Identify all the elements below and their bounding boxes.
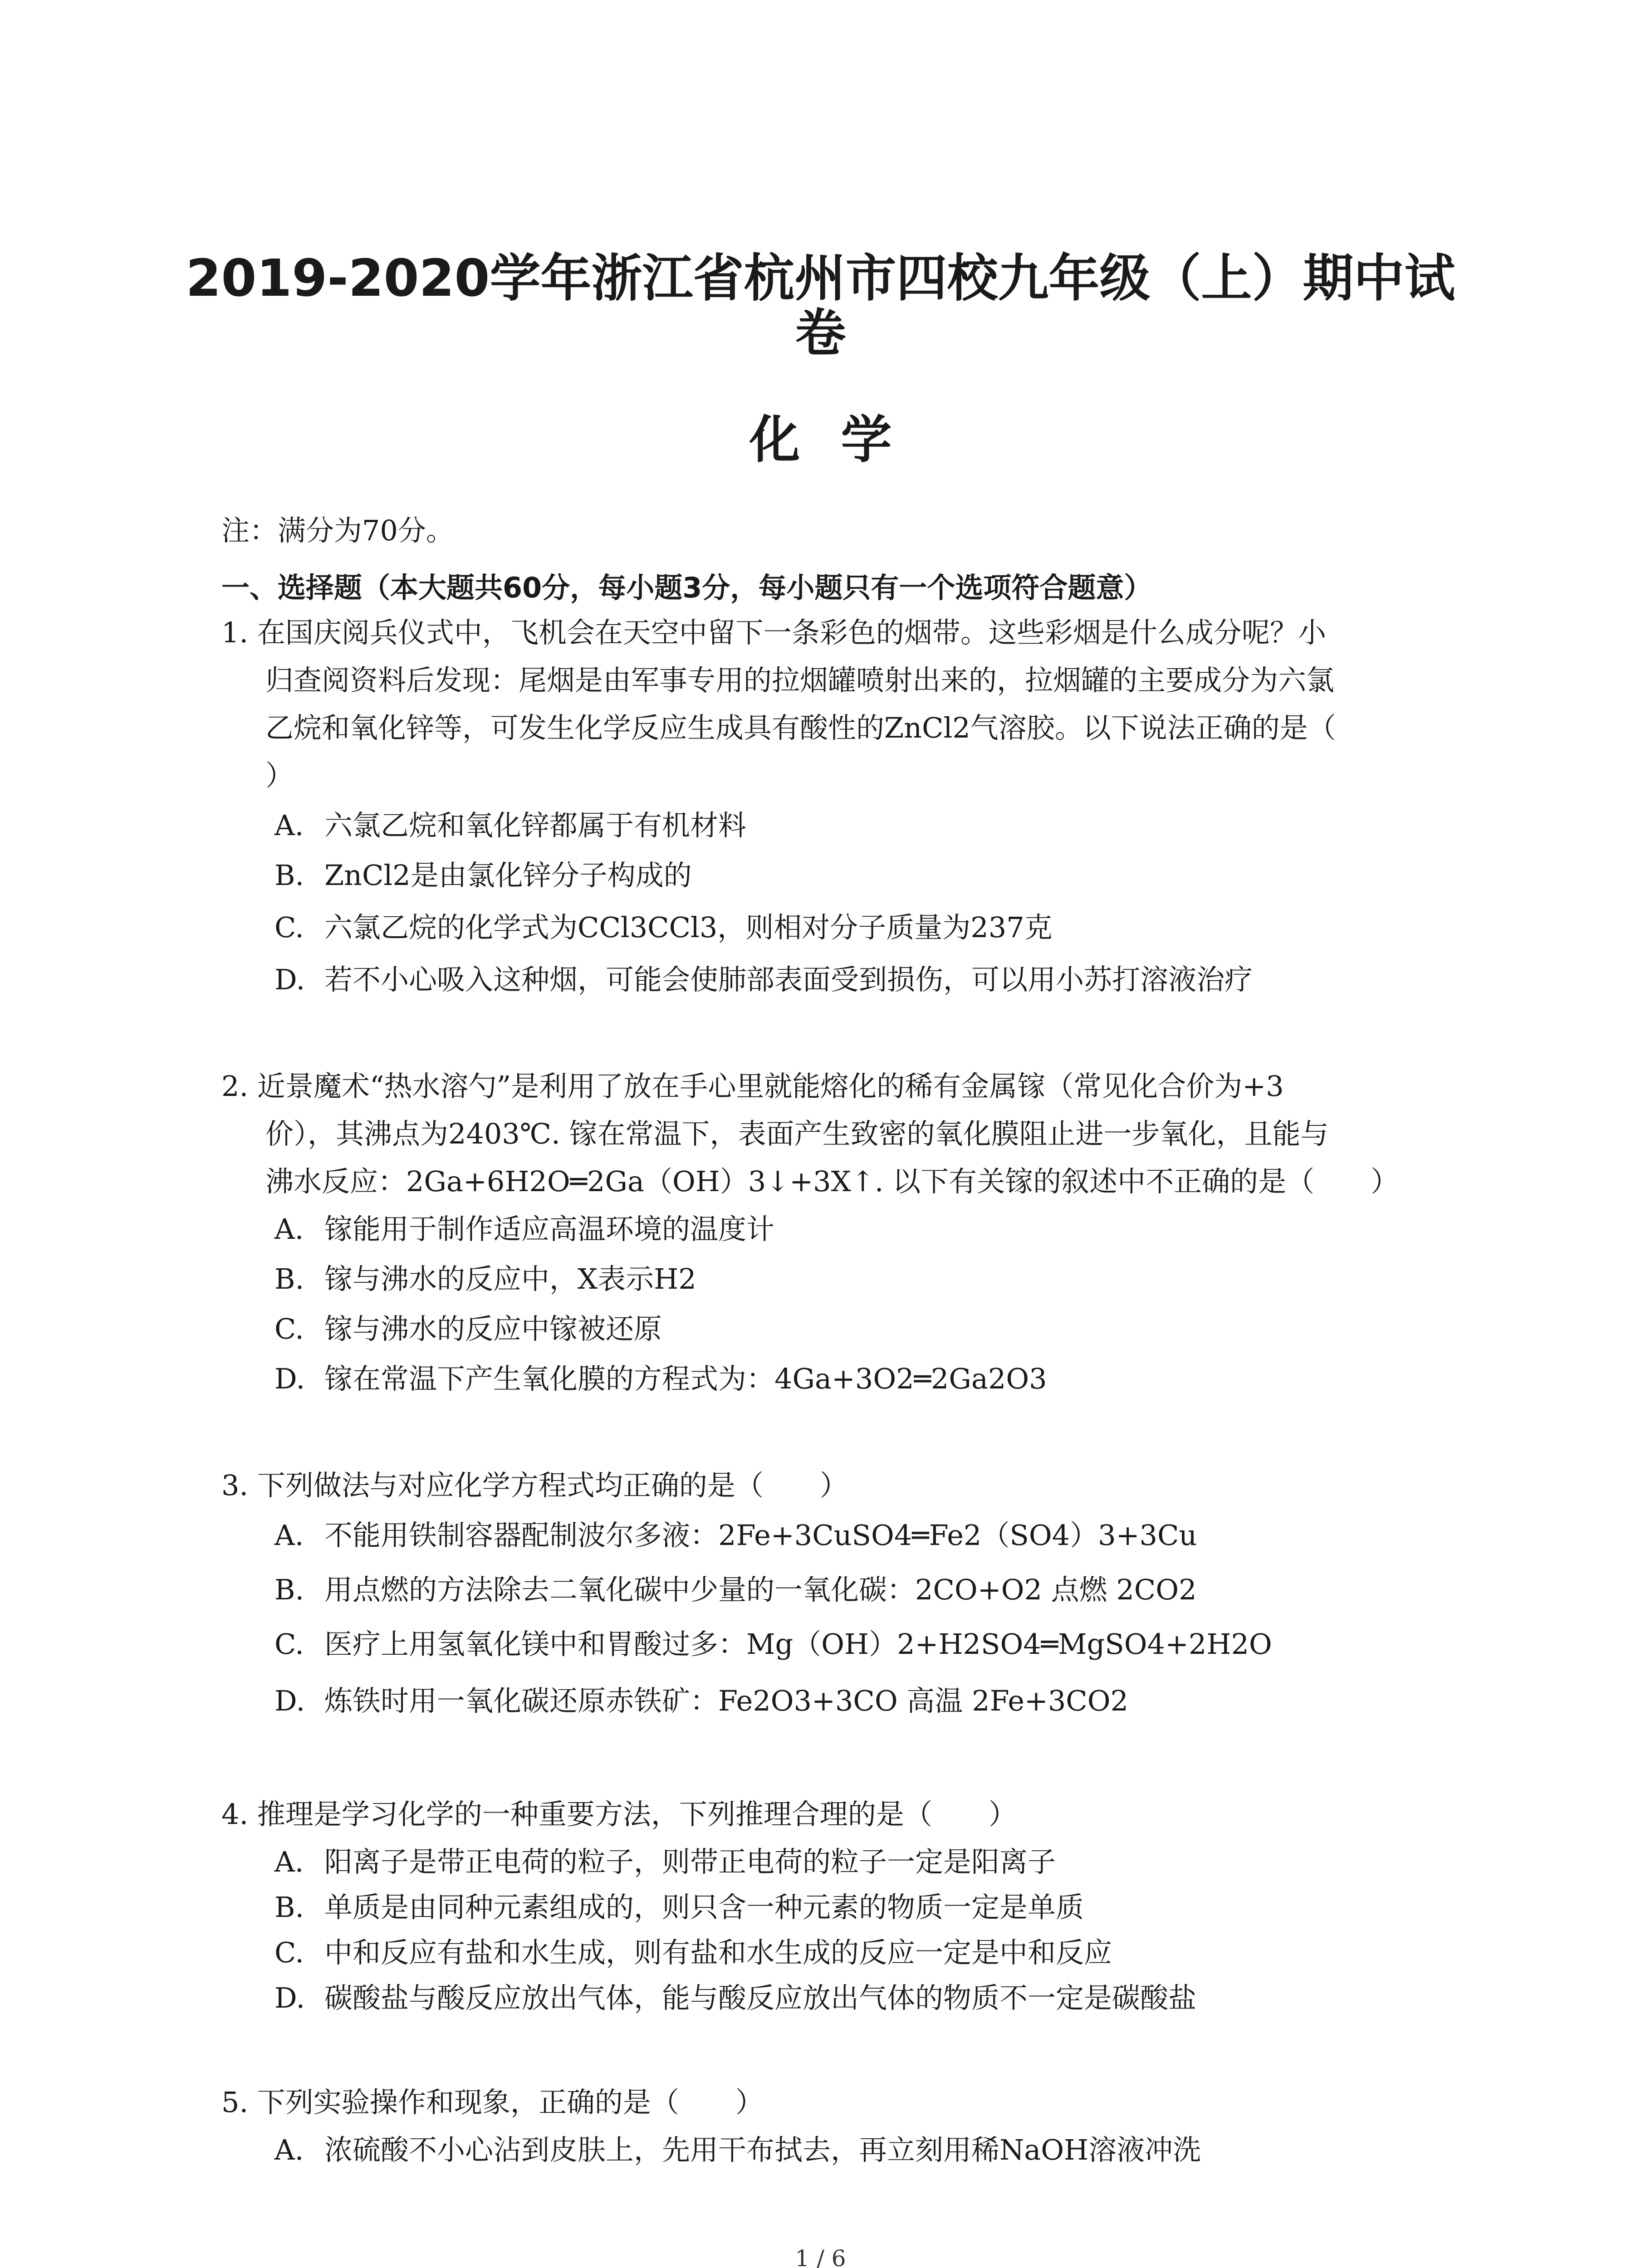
option-text: 镓与沸水的反应中镓被还原 [324,1312,662,1345]
option-label: C. [274,1312,304,1345]
option-label: B. [274,1573,304,1606]
question-2-option-b [274,1256,696,1297]
page-number: 1 / 6 [795,2245,846,2268]
option-label: A. [274,1519,304,1552]
option-text: ZnCl2是由氯化锌分子构成的 [324,859,692,892]
question-4-stem-line: 4. 推理是学习化学的一种重要方法，下列推理合理的是（ ） [221,1798,1017,1831]
option-text: 单质是由同种元素组成的，则只含一种元素的物质一定是单质 [324,1891,1084,1924]
question-2-option-d [274,1356,1047,1397]
question-4-option-b [274,1885,1084,1925]
option-label: D. [274,963,305,996]
option-text: 若不小心吸入这种烟，可能会使肺部表面受到损伤，可以用小苏打溶液治疗 [324,963,1253,996]
question-1-stem-line: 归查阅资料后发现：尾烟是由军事专用的拉烟罐喷射出来的，拉烟罐的主要成分为六氯 [265,664,1335,697]
option-text: 浓硫酸不小心沾到皮肤上，先用干布拭去，再立刻用稀NaOH溶液冲洗 [324,2133,1201,2166]
question-1-option-a [274,803,746,843]
option-text: 用点燃的方法除去二氧化碳中少量的一氧化碳：2CO+O2 点燃 2CO2 [324,1573,1197,1606]
option-text: 镓与沸水的反应中，X表示H2 [324,1262,696,1295]
option-label: C. [274,1628,304,1661]
question-2-option-a [274,1207,774,1247]
question-4-option-a [274,1839,1056,1880]
question-2-stem-line: 沸水反应：2Ga+6H2O═2Ga（OH）3↓+3X↑. 以下有关镓的叙述中不正确的是（ ） [265,1165,1399,1198]
question-3-option-c [274,1622,1272,1662]
option-text: 六氯乙烷和氧化锌都属于有机材料 [324,809,747,842]
question-3-option-b [274,1567,1197,1608]
option-text: 镓在常温下产生氧化膜的方程式为：4Ga+3O2═2Ga2O3 [324,1362,1047,1395]
option-label: B. [274,1891,304,1924]
option-label: B. [274,1262,304,1295]
option-text: 医疗上用氢氧化镁中和胃酸过多：Mg（OH）2+H2SO4═MgSO4+2H2O [324,1628,1272,1661]
option-text: 六氯乙烷的化学式为CCl3CCl3，则相对分子质量为237克 [324,911,1053,944]
section-heading: 一、选择题（本大题共60分，每小题3分，每小题只有一个选项符合题意） [221,571,1152,604]
question-1-option-c [274,905,1053,945]
option-label: B. [274,859,304,892]
exam-title-line-1: 2019-2020学年浙江省杭州市四校九年级（上）期中试 [186,249,1455,308]
option-text: 阳离子是带正电荷的粒子，则带正电荷的粒子一定是阳离子 [324,1845,1056,1878]
question-2-stem-line: 2. 近景魔术“热水溶勺”是利用了放在手心里就能熔化的稀有金属镓（常见化合价为+3 [221,1070,1284,1103]
option-text: 镓能用于制作适应高温环境的温度计 [324,1212,775,1246]
question-4-option-c [274,1930,1112,1970]
question-4-option-d [274,1975,1196,2016]
exam-title-line-2: 卷 [795,304,846,363]
option-label: D. [274,1981,305,2014]
question-3-option-d [274,1678,1128,1719]
question-1-stem-line: 乙烷和氧化锌等，可发生化学反应生成具有酸性的ZnCl2气溶胶。以下说法正确的是（ [265,711,1336,744]
option-text: 碳酸盐与酸反应放出气体，能与酸反应放出气体的物质不一定是碳酸盐 [324,1981,1197,2014]
question-3-stem-line: 3. 下列做法与对应化学方程式均正确的是（ ） [221,1469,848,1502]
option-label: A. [274,1212,304,1246]
option-label: D. [274,1362,305,1395]
option-label: C. [274,1936,304,1969]
option-label: D. [274,1684,305,1717]
question-2-stem-line: 价），其沸点为2403℃. 镓在常温下，表面产生致密的氧化膜阻止进一步氧化，且能与 [265,1117,1329,1150]
score-note: 注：满分为70分。 [221,514,454,547]
question-1-option-b [274,853,692,893]
option-text: 不能用铁制容器配制波尔多液：2Fe+3CuSO4═Fe2（SO4）3+3Cu [324,1519,1197,1552]
option-label: A. [274,2133,304,2166]
question-3-option-a [274,1513,1197,1553]
option-label: A. [274,1845,304,1878]
subject-heading: 化学 [749,411,933,469]
option-label: A. [274,809,304,842]
option-label: C. [274,911,304,944]
question-1-stem-line: ） [265,759,294,792]
option-text: 中和反应有盐和水生成，则有盐和水生成的反应一定是中和反应 [324,1936,1112,1969]
question-1-stem-line: 1. 在国庆阅兵仪式中，飞机会在天空中留下一条彩色的烟带。这些彩烟是什么成分呢？小 [221,616,1326,649]
option-text: 炼铁时用一氧化碳还原赤铁矿：Fe2O3+3CO 高温 2Fe+3CO2 [324,1684,1128,1717]
question-5-option-a [274,2127,1201,2168]
question-2-option-c [274,1306,662,1347]
question-5-stem-line: 5. 下列实验操作和现象，正确的是（ ） [221,2086,764,2119]
question-1-option-d [274,957,1253,997]
